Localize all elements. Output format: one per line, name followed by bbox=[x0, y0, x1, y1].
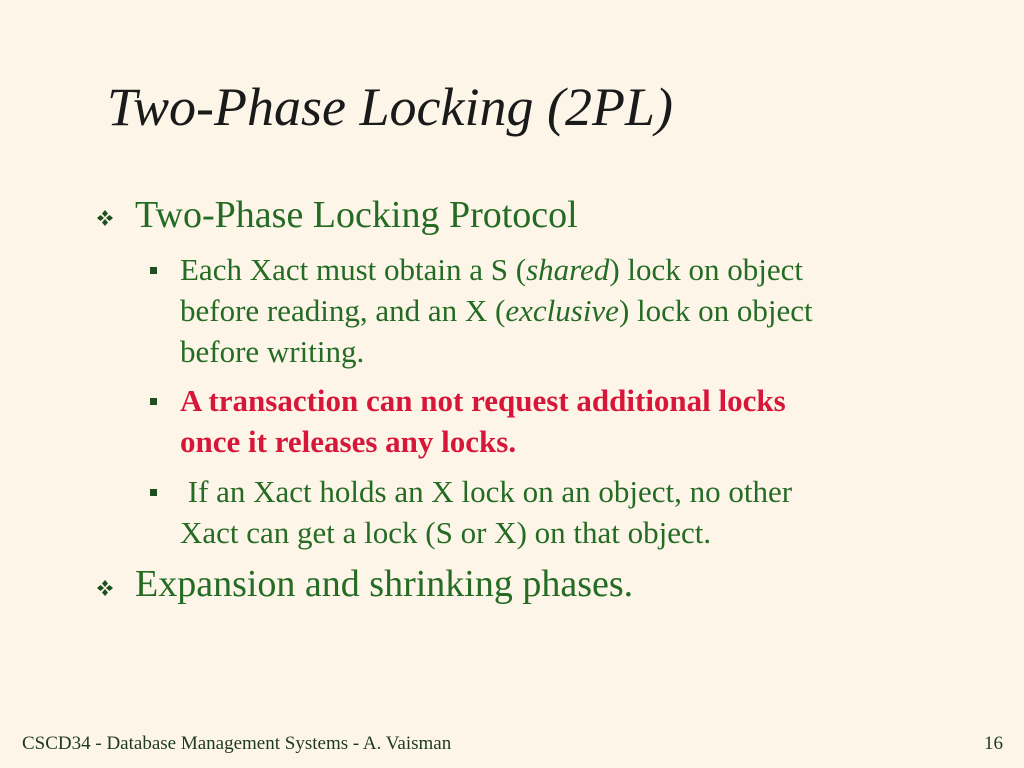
sub-bullet-text: once it releases any locks. bbox=[180, 424, 517, 459]
sub-bullet-text: before writing. bbox=[180, 334, 365, 369]
sub-bullet-text: If an Xact holds an X lock on an object, no other bbox=[180, 474, 793, 509]
diamond-bullet-icon bbox=[97, 580, 113, 596]
sub-bullet-line bbox=[180, 517, 711, 548]
sub-bullet-text: Xact can get a lock (S or X) on that object. bbox=[180, 515, 712, 550]
emphasis-text: exclusive bbox=[505, 293, 619, 328]
sub-bullet-text: A transaction can not request additional locks bbox=[180, 383, 786, 418]
square-bullet-icon bbox=[150, 489, 157, 496]
sub-bullet-line-emphasized bbox=[180, 426, 516, 457]
sub-bullet-line bbox=[180, 254, 803, 285]
emphasis-text: shared bbox=[526, 252, 610, 287]
page-number: 16 bbox=[984, 733, 1003, 754]
sub-bullet-line bbox=[180, 295, 813, 326]
diamond-bullet-icon bbox=[97, 210, 113, 226]
sub-bullet-line bbox=[180, 476, 792, 507]
sub-bullet-line bbox=[180, 336, 364, 367]
sub-bullet-text: ) lock on object bbox=[618, 293, 813, 328]
bullet-phases: Expansion and shrinking phases. bbox=[135, 563, 634, 605]
footer-course-label: CSCD34 - Database Management Systems - A. Vaisman bbox=[22, 733, 452, 754]
bullet-protocol: Two-Phase Locking Protocol bbox=[135, 194, 578, 236]
square-bullet-icon bbox=[150, 267, 157, 274]
sub-bullet-text: Each Xact must obtain a S ( bbox=[180, 252, 527, 287]
sub-bullet-text: ) lock on object bbox=[609, 252, 804, 287]
square-bullet-icon bbox=[150, 398, 157, 405]
slide-title: Two-Phase Locking (2PL) bbox=[107, 77, 673, 137]
sub-bullet-line-emphasized bbox=[180, 385, 786, 416]
sub-bullet-text: before reading, and an X ( bbox=[180, 293, 506, 328]
